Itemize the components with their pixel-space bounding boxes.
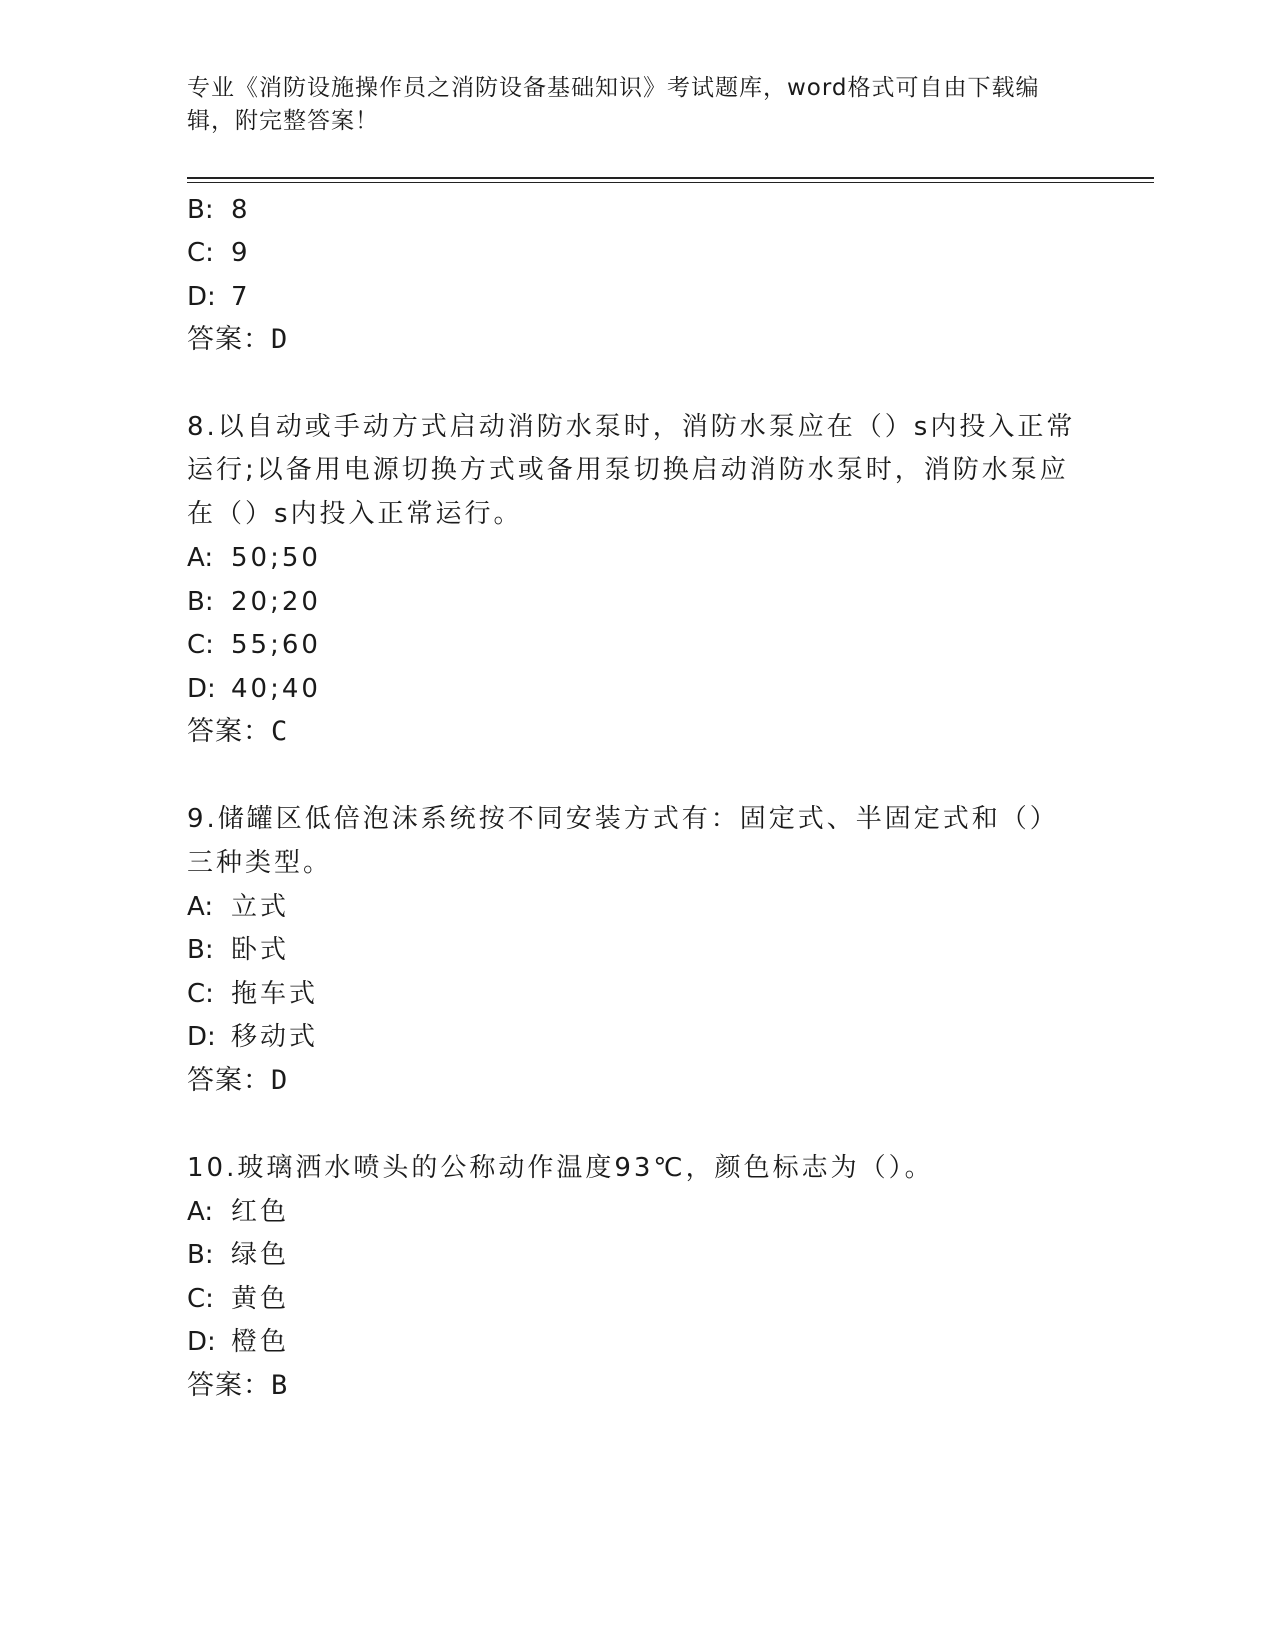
question-8-line-3: 在（）s内投入正常运行。 bbox=[187, 499, 523, 529]
option-key: C: bbox=[187, 630, 214, 660]
option-d bbox=[187, 672, 321, 706]
option-key: A: bbox=[187, 543, 214, 573]
option-c bbox=[187, 236, 251, 270]
option-text: 7 bbox=[231, 282, 251, 312]
option-text: 40;40 bbox=[231, 674, 321, 704]
option-c bbox=[187, 977, 318, 1011]
option-b bbox=[187, 933, 289, 967]
option-b bbox=[187, 585, 321, 619]
option-key: D: bbox=[187, 282, 216, 312]
option-text: 卧式 bbox=[231, 935, 290, 965]
option-key: C: bbox=[187, 238, 214, 268]
option-d bbox=[187, 1020, 318, 1054]
option-key: D: bbox=[187, 674, 216, 704]
option-text: 20;20 bbox=[231, 587, 321, 617]
option-b bbox=[187, 1238, 289, 1272]
option-text: 9 bbox=[231, 238, 251, 268]
answer-line bbox=[187, 715, 288, 749]
answer-value: D bbox=[271, 1065, 289, 1096]
answer-value: B bbox=[271, 1370, 289, 1401]
option-text: 绿色 bbox=[231, 1240, 290, 1270]
option-key: D: bbox=[187, 1022, 216, 1052]
option-key: B: bbox=[187, 1240, 214, 1270]
option-text: 立式 bbox=[231, 892, 290, 922]
option-a bbox=[187, 890, 289, 924]
header-line-2: 辑，附完整答案！ bbox=[187, 108, 379, 134]
option-text: 8 bbox=[231, 195, 251, 225]
option-c bbox=[187, 1282, 289, 1316]
answer-label: 答案： bbox=[187, 1065, 271, 1096]
answer-label: 答案： bbox=[187, 324, 271, 355]
header-rule-thin bbox=[187, 182, 1154, 183]
option-c bbox=[187, 628, 321, 662]
header-rule-thick bbox=[187, 177, 1154, 179]
option-key: A: bbox=[187, 892, 214, 922]
option-text: 移动式 bbox=[231, 1022, 319, 1052]
header-line-1: 专业《消防设施操作员之消防设备基础知识》考试题库，word格式可自由下载编 bbox=[187, 75, 1040, 101]
option-a bbox=[187, 1195, 289, 1229]
option-text: 拖车式 bbox=[231, 979, 319, 1009]
option-d bbox=[187, 280, 251, 314]
question-8-line-2: 运行;以备用电源切换方式或备用泵切换启动消防水泵时，消防水泵应 bbox=[187, 455, 1069, 485]
answer-value: D bbox=[271, 324, 289, 355]
option-text: 50;50 bbox=[231, 543, 321, 573]
question-9-line-1: 9.储罐区低倍泡沫系统按不同安装方式有：固定式、半固定式和（） bbox=[187, 804, 1059, 834]
option-d bbox=[187, 1325, 289, 1359]
option-text: 红色 bbox=[231, 1197, 290, 1227]
option-a bbox=[187, 541, 321, 575]
question-8-line-1: 8.以自动或手动方式启动消防水泵时，消防水泵应在（）s内投入正常 bbox=[187, 412, 1076, 442]
answer-label: 答案： bbox=[187, 1370, 271, 1401]
option-key: B: bbox=[187, 935, 214, 965]
option-text: 55;60 bbox=[231, 630, 321, 660]
answer-label: 答案： bbox=[187, 716, 271, 747]
option-key: D: bbox=[187, 1327, 216, 1357]
option-b bbox=[187, 193, 251, 227]
option-text: 黄色 bbox=[231, 1284, 290, 1314]
option-text: 橙色 bbox=[231, 1327, 290, 1357]
page-header bbox=[187, 72, 1067, 138]
answer-line bbox=[187, 1369, 288, 1403]
question-10-line-1: 10.玻璃洒水喷头的公称动作温度93℃，颜色标志为（）。 bbox=[187, 1153, 934, 1183]
option-key: A: bbox=[187, 1197, 214, 1227]
answer-value: C bbox=[271, 716, 289, 747]
answer-line bbox=[187, 1064, 288, 1098]
option-key: B: bbox=[187, 587, 214, 617]
question-9-line-2: 三种类型。 bbox=[187, 848, 333, 878]
option-key: C: bbox=[187, 979, 214, 1009]
answer-line bbox=[187, 323, 288, 357]
option-key: C: bbox=[187, 1284, 214, 1314]
option-key: B: bbox=[187, 195, 214, 225]
